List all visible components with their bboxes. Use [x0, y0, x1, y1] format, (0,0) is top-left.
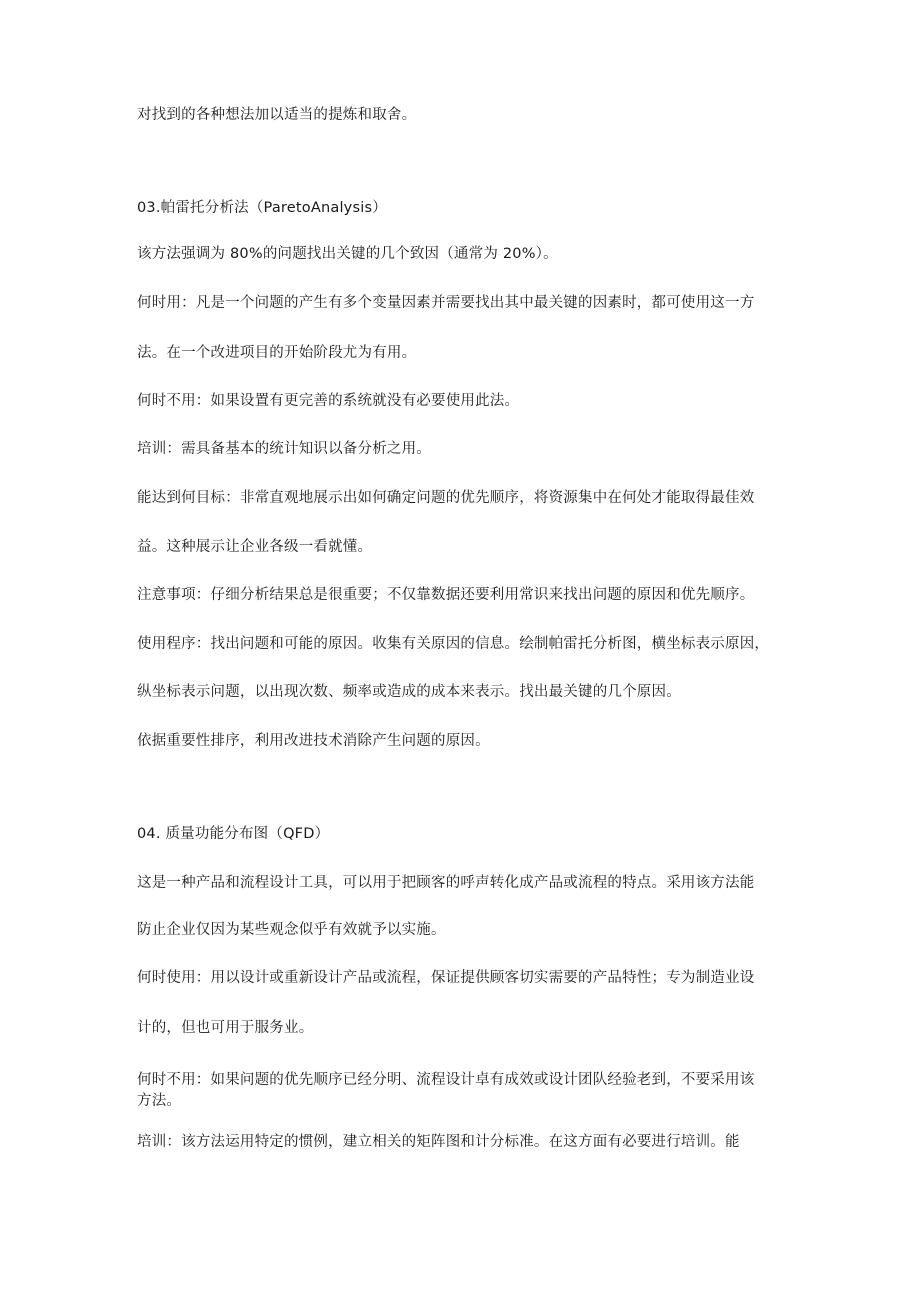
- text-line: 注意事项：仔细分析结果总是很重要；不仅靠数据还要利用常识来找出问题的原因和优先顺序。: [137, 587, 755, 603]
- text-line: 对找到的各种想法加以适当的提炼和取舍。: [137, 107, 417, 123]
- section-heading-pareto: 03.帕雷托分析法（ParetoAnalysis）: [137, 200, 387, 216]
- text-line: 培训：需具备基本的统计知识以备分析之用。: [137, 441, 431, 457]
- section-heading-qfd: 04. 质量功能分布图（QFD）: [137, 826, 330, 842]
- text-line: 培训：该方法运用特定的惯例，建立相关的矩阵图和计分标准。在这方面有必要进行培训。能: [137, 1134, 740, 1150]
- text-line: 何时不用：如果设置有更完善的系统就没有必要使用此法。: [137, 393, 520, 409]
- text-line: 依据重要性排序，利用改进技术消除产生问题的原因。: [137, 733, 490, 749]
- text-line: 使用程序：找出问题和可能的原因。收集有关原因的信息。绘制帕雷托分析图，横坐标表示原因，: [137, 636, 770, 652]
- text-line: 这是一种产品和流程设计工具，可以用于把顾客的呼声转化成产品或流程的特点。采用该方法能: [137, 875, 755, 891]
- text-line: 何时不用：如果问题的优先顺序已经分明、流程设计卓有成效或设计团队经验老到，不要采用该: [137, 1072, 755, 1088]
- text-line: 益。这种展示让企业各级一看就懂。: [137, 539, 373, 555]
- text-line: 该方法强调为 80%的问题找出关键的几个致因（通常为 20%）。: [137, 246, 558, 262]
- text-line: 方法。: [137, 1093, 182, 1109]
- text-line: 计的，但也可用于服务业。: [137, 1020, 314, 1036]
- text-line: 纵坐标表示问题，以出现次数、频率或造成的成本来表示。找出最关键的几个原因。: [137, 684, 681, 700]
- text-line: 何时用：凡是一个问题的产生有多个变量因素并需要找出其中最关键的因素时，都可使用这一方: [137, 295, 755, 311]
- text-line: 防止企业仅因为某些观念似乎有效就予以实施。: [137, 922, 446, 938]
- text-line: 法。在一个改进项目的开始阶段尤为有用。: [137, 345, 417, 361]
- text-line: 能达到何目标：非常直观地展示出如何确定问题的优先顺序，将资源集中在何处才能取得最佳效: [137, 490, 755, 506]
- text-line: 何时使用：用以设计或重新设计产品或流程，保证提供顾客切实需要的产品特性；专为制造业设: [137, 970, 755, 986]
